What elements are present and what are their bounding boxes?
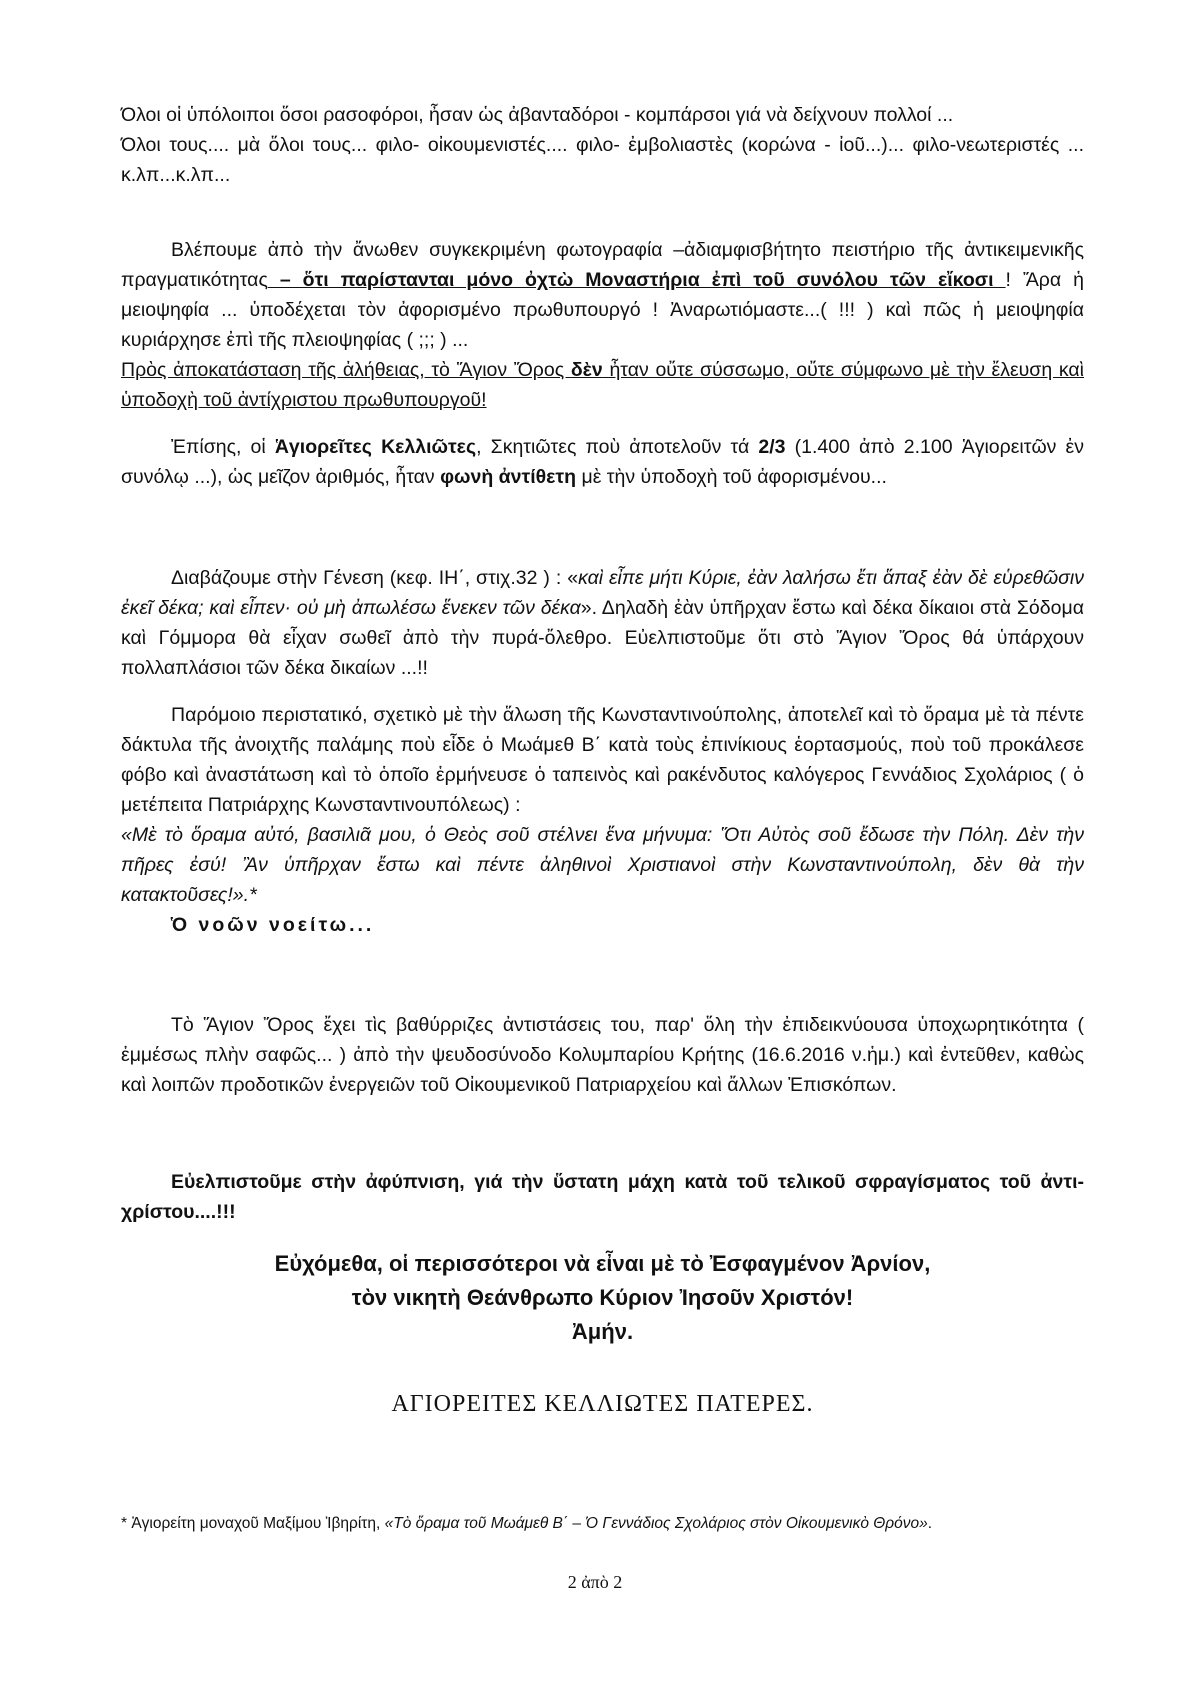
kelliotes-text-c: , Σκητιῶτες ποὺ ἀποτελοῦν τά [476,436,759,458]
closing-line-2: τὸν νικητὴ Θεάνθρωπο Κύριον Ἰησοῦν Χριστόν! [351,1285,854,1310]
kelliotes-bold-fraction: 2/3 [758,436,786,458]
photo-text-a: Βλέπουμε ἀπὸ τὴν ἄνωθεν συγκεκριμένη φωτογραφία –ἀδιαμφισβήτητο πειστήριο τῆς ἀντικειμενικῆς πραγματικότητας [121,239,1084,291]
kelliotes-text-a: Ἐπίσης, οἱ [171,436,275,458]
kelliotes-text-e: (1.400 ἀπὸ 2.100 Ἁγιορειτῶν ἐν συνόλῳ ...), ὡς μεῖζον ἀριθμός, ἦταν [121,436,1084,488]
paragraph-opening [121,100,1084,190]
truth-text-b: ἦταν οὔτε σύσσωμο, οὔτε σύμφωνο μὲ τὴν ἔλευση καὶ ὑποδοχὴ τοῦ ἀντίχριστου πρωθυπουργοῦ! [121,359,1084,411]
signature: ΑΓΙΟΡΕΙΤΕΣ ΚΕΛΛΙΩΤΕΣ ΠΑΤΕΡΕΣ. [391,1391,814,1417]
photo-paragraph [121,235,1084,355]
kelliotes-paragraph [121,432,1084,492]
awakening-paragraph: Εὐελπιστοῦμε στὴν ἀφύπνιση, γιά τὴν ὕστατη μάχη κατὰ τοῦ τελικοῦ σφραγίσματος τοῦ ἀντι- χρίστου....!!! [121,1171,1084,1223]
kelliotes-bold-voice: φωνὴ ἀντίθετη [440,466,577,488]
closing-line-3: Ἀμήν. [571,1319,634,1344]
closing-prayer [121,1247,1084,1349]
footnote-author: * Ἁγιορείτη μοναχοῦ Μαξίμου Ἰβηρίτη, [121,1515,385,1532]
athos-paragraph: Τὸ Ἅγιον Ὄρος ἔχει τὶς βαθύρριζες ἀντιστάσεις του, παρ' ὅλη τὴν ἐπιδεικνύουσα ὑποχωρητικότητα ( ἐμμέσως πλὴν σαφῶς... ) ἀπὸ τὴν ψευδοσύνοδο Κολυμπαρίου Κρήτης (16.6.2016 ν.ἡμ.) καὶ ἐντεῦθεν, καθὼς καὶ λοιπῶν προδοτικῶν ἐνεργειῶν τοῦ Οἰκουμενικοῦ Πατριαρχείου καὶ ἄλλων Ἐπισκόπων. [121,1014,1084,1096]
genesis-paragraph [121,563,1084,683]
genesis-text-c: ». Δηλαδὴ ἐὰν ὑπῆρχαν ἔστω καὶ δέκα δίκαιοι στὰ Σόδομα καὶ Γόμμορα θὰ εἶχαν σωθεῖ ἀπὸ τὴν πυρά-ὄλεθρο. Εὐελπιστοῦμε ὅτι στὸ Ἅγιον Ὄρος θά ὑπάρχουν πολλαπλάσιοι τῶν δέκα δικαίων ...!! [121,597,1084,679]
kelliotes-bold-name: Ἁγιορεῖτες Κελλιῶτες [274,436,477,458]
opening-line-2: Όλοι τους.... μὰ ὅλοι τους... φιλο- οἰκουμενιστές.... φιλο- ἐμβολιαστὲς (κορώνα - ἰοῦ...)... φιλο-νεωτεριστές ... κ.λπ...κ.λπ... [121,134,1084,186]
paragraph-kelliotes [121,432,1084,492]
vision-conclusion: Ὁ νοῶν νοείτω... [171,914,375,936]
photo-text-emphasis: – ὅτι παρίστανται μόνο ὀχτὼ Μοναστήρια ἐπὶ τοῦ συνόλου τῶν εἴκοσι [267,269,1006,291]
truth-statement [121,355,1084,415]
closing-line-1: Εὐχόμεθα, οἱ περισσότεροι νὰ εἶναι μὲ τὸ Ἐσφαγμένον Ἀρνίον, [274,1251,931,1276]
paragraph-awakening [121,1167,1084,1227]
paragraph-genesis [121,563,1084,683]
genesis-quote: καὶ εἶπε μήτι Κύριε, ἐὰν λαλήσω ἔτι ἅπαξ ἐὰν δὲ εὑρεθῶσιν ἐκεῖ δέκα; καὶ εἶπεν· οὐ μὴ ἀπωλέσω ἕνεκεν τῶν δέκα [121,567,1084,619]
vision-quote: «Μὲ τὸ ὅραμα αὐτό, βασιλιᾶ μου, ὁ Θεὸς σοῦ στέλνει ἕνα μήνυμα: Ὅτι Αὐτὸς σοῦ ἔδωσε τὴν Πόλη. Δὲν τὴν πῆρες ἐσύ! Ἂν ὑπῆρχαν ἔστω καὶ πέντε ἀληθινοὶ Χριστιανοὶ στὴν Κωνσταντινούπολη, δὲν θὰ τὴν κατακτοῦσες!».* [121,824,1084,906]
photo-text-c: ! Ἄρα ἡ μειοψηφία ... ὑποδέχεται τὸν ἀφορισμένο πρωθυπουργό ! Ἀναρωτιόμαστε...( !!! ) καὶ πῶς ἡ μειοψηφία κυριάρχησε ἐπὶ τῆς πλειοψηφίας ( ;;; ) ... [121,269,1085,351]
paragraph-vision [121,700,1084,940]
truth-text-a: Πρὸς ἀποκατάσταση τῆς ἀλήθειας, τὸ Ἅγιον Ὄρος [121,359,571,381]
vision-paragraph: Παρόμοιο περιστατικό, σχετικὸ μὲ τὴν ἅλωση τῆς Κωνσταντινούπολης, ἀποτελεῖ καὶ τὸ ὅραμα μὲ τὰ πέντε δάκτυλα τῆς ἀνοιχτῆς παλάμης ποὺ εἶδε ὁ Μωάμεθ Β΄ κατὰ τοὺς ἐπινίκιους ἑορτασμούς, ποὺ τοῦ προκάλεσε φόβο καὶ ἀναστάτωση καὶ τὸ ὁποῖο ἑρμήνευσε ὁ ταπεινὸς καὶ ρακένδυτος καλόγερος Γεννάδιος Σχολάριος ( ὁ μετέπειτα Πατριάρχης Κωνσταντινουπόλεως) : [121,704,1084,816]
footnote-end: . [927,1515,933,1532]
footnote-title: «Τὸ ὅραμα τοῦ Μωάμεθ Β΄ – Ὁ Γεννάδιος Σχολάριος στὸν Οἰκουμενικὸ Θρόνο» [384,1515,928,1532]
opening-line-1: Όλοι οἱ ὑπόλοιποι ὅσοι ρασοφόροι, ἦσαν ὡς ἀβανταδόροι - κομπάρσοι γιά νὰ δείχνουν πολλοί ... [121,104,954,126]
footnote [121,1511,1084,1537]
truth-text-not: δὲν [570,359,603,381]
kelliotes-text-g: μὲ τὴν ὑποδοχὴ τοῦ ἀφορισμένου... [576,466,887,488]
page-number: 2 ἀπὸ 2 [567,1572,623,1592]
paragraph-athos [121,1010,1084,1100]
paragraph-photo [121,235,1084,415]
genesis-text-a: Διαβάζουμε στὴν Γένεση (κεφ. ΙΗ΄, στιχ.32 ) : « [171,567,579,589]
